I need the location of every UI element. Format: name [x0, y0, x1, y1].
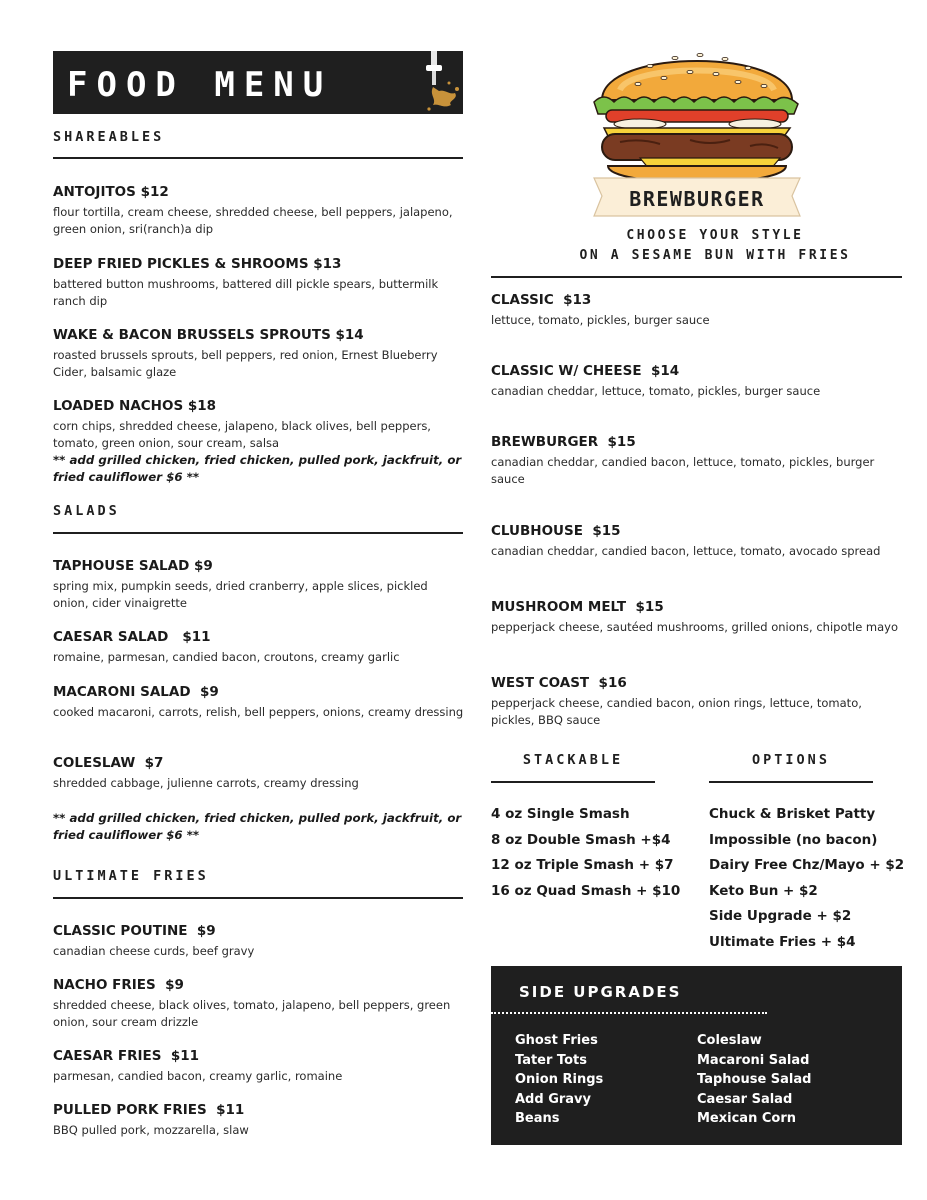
stackable-list — [491, 806, 680, 908]
item-desc: shredded cabbage, julienne carrots, creamy dressing — [53, 776, 359, 790]
item-desc: canadian cheddar, candied bacon, lettuce, tomato, pickles, burger sauce — [491, 455, 875, 486]
item-desc: pepperjack cheese, sautéed mushrooms, grilled onions, chipotle mayo — [491, 620, 899, 634]
divider — [53, 157, 463, 159]
divider — [709, 781, 873, 783]
item-desc: parmesan, candied bacon, creamy garlic, romaine — [53, 1069, 343, 1083]
list-item: Add Gravy — [515, 1091, 592, 1107]
add-protein-note: ** add grilled chicken, fried chicken, pulled pork, jackfruit, or fried cauliflower $6 ** — [53, 811, 462, 842]
side-upgrades-col-2 — [697, 1033, 811, 1131]
item-name: ANTOJITOS $12 — [53, 184, 169, 200]
item-desc: corn chips, shredded cheese, jalapeno, black olives, bell peppers, tomato, green onion, sour cream, salsa — [53, 419, 431, 450]
item-desc: battered button mushrooms, battered dill pickle spears, buttermilk ranch dip — [53, 277, 439, 308]
side-upgrades-col-1 — [515, 1033, 603, 1131]
item-name: LOADED NACHOS $18 — [53, 398, 217, 414]
item-name: BREWBURGER $15 — [491, 434, 636, 450]
item-desc: canadian cheddar, candied bacon, lettuce, tomato, avocado spread — [491, 544, 881, 558]
beer-tap-icon — [419, 51, 465, 114]
burger-item — [491, 599, 903, 636]
item-name: WEST COAST $16 — [491, 675, 627, 691]
menu-title-bar — [53, 51, 463, 114]
item-desc: spring mix, pumpkin seeds, dried cranberry, apple slices, pickled onion, cider vinaigrette — [53, 579, 428, 610]
list-item: Ultimate Fries + $4 — [709, 933, 856, 950]
list-item: Caesar Salad — [697, 1091, 793, 1107]
divider — [491, 276, 902, 278]
list-item: Mexican Corn — [697, 1111, 796, 1126]
list-item: Onion Rings — [515, 1072, 604, 1087]
list-item: Dairy Free Chz/Mayo + $2 — [709, 857, 905, 873]
list-item: Keto Bun + $2 — [709, 882, 818, 899]
burger-item — [491, 434, 903, 488]
dotted-divider — [491, 1012, 767, 1014]
list-item: Beans — [515, 1111, 560, 1126]
burger-item — [491, 292, 903, 329]
divider — [53, 897, 463, 899]
item-desc: roasted brussels sprouts, bell peppers, red onion, Ernest Blueberry Cider, balsamic glaze — [53, 348, 438, 379]
list-item: Side Upgrade + $2 — [709, 908, 852, 924]
item-name: PULLED PORK FRIES $11 — [53, 1102, 245, 1118]
list-item: Macaroni Salad — [697, 1052, 810, 1068]
divider — [491, 781, 655, 783]
menu-item — [53, 755, 465, 792]
item-desc: shredded cheese, black olives, tomato, jalapeno, bell peppers, green onion, sour cream drizzle — [53, 998, 451, 1029]
menu-item — [53, 1102, 465, 1139]
item-name: MACARONI SALAD $9 — [53, 684, 219, 700]
item-name: DEEP FRIED PICKLES & SHROOMS $13 — [53, 256, 342, 272]
list-item: 8 oz Double Smash +$4 — [491, 831, 671, 848]
item-name: CAESAR SALAD $11 — [53, 629, 211, 645]
list-item: 4 oz Single Smash — [491, 806, 630, 822]
list-item: Ghost Fries — [515, 1033, 598, 1048]
menu-item — [53, 398, 465, 486]
menu-item — [53, 327, 465, 381]
divider — [53, 532, 463, 534]
item-name: MUSHROOM MELT $15 — [491, 599, 664, 615]
item-name: WAKE & BACON BRUSSELS SPROUTS $14 — [53, 327, 364, 343]
menu-item — [53, 184, 465, 238]
burger-item — [491, 523, 903, 560]
item-desc: canadian cheese curds, beef gravy — [53, 944, 255, 958]
item-name: NACHO FRIES $9 — [53, 977, 184, 993]
item-name: CLUBHOUSE $15 — [491, 523, 621, 539]
list-item: Coleslaw — [697, 1033, 762, 1048]
burger-logo-icon — [580, 28, 814, 224]
item-desc: canadian cheddar, lettuce, tomato, pickles, burger sauce — [491, 384, 821, 398]
item-desc: flour tortilla, cream cheese, shredded cheese, bell peppers, jalapeno, green onion, sri(ranch)a dip — [53, 205, 453, 236]
options-list — [709, 806, 904, 959]
add-protein-note: ** add grilled chicken, fried chicken, pulled pork, jackfruit, or fried cauliflower $6 ** — [53, 453, 462, 484]
item-desc: pepperjack cheese, candied bacon, onion rings, lettuce, tomato, pickles, BBQ sauce — [491, 696, 862, 727]
burger-item — [491, 363, 903, 400]
item-name: COLESLAW $7 — [53, 755, 164, 771]
section-title-salads: SALADS — [53, 503, 120, 519]
menu-item — [53, 977, 465, 1031]
item-name: CAESAR FRIES $11 — [53, 1048, 200, 1064]
item-desc: BBQ pulled pork, mozzarella, slaw — [53, 1123, 249, 1137]
menu-title: FOOD MENU — [67, 65, 333, 105]
item-name: TAPHOUSE SALAD $9 — [53, 558, 213, 574]
list-item: Taphouse Salad — [697, 1072, 812, 1087]
menu-item — [53, 923, 465, 960]
section-title-stackable: STACKABLE — [522, 752, 624, 768]
list-item: 12 oz Triple Smash + $7 — [491, 857, 674, 873]
section-title-options: OPTIONS — [752, 752, 830, 768]
item-name: CLASSIC $13 — [491, 292, 592, 308]
item-desc: lettuce, tomato, pickles, burger sauce — [491, 313, 710, 327]
tagline-bun: ON A SESAME BUN WITH FRIES — [579, 248, 851, 263]
item-desc: cooked macaroni, carrots, relish, bell peppers, onions, creamy dressing — [53, 705, 464, 719]
menu-item — [53, 558, 465, 612]
item-name: CLASSIC POUTINE $9 — [53, 923, 216, 939]
menu-item — [53, 629, 465, 666]
tagline-style: CHOOSE YOUR STYLE — [626, 228, 804, 243]
list-item: Tater Tots — [515, 1052, 587, 1068]
item-name: CLASSIC W/ CHEESE $14 — [491, 363, 680, 379]
list-item: Chuck & Brisket Patty — [709, 806, 876, 822]
side-upgrades-title: SIDE UPGRADES — [519, 983, 682, 1001]
menu-item — [53, 256, 465, 310]
menu-item — [53, 1048, 465, 1085]
logo-text: BREWBURGER — [629, 187, 765, 211]
menu-item — [53, 684, 465, 721]
burger-item — [491, 675, 903, 729]
item-desc: romaine, parmesan, candied bacon, croutons, creamy garlic — [53, 650, 400, 664]
list-item: 16 oz Quad Smash + $10 — [491, 882, 681, 899]
side-upgrades-box — [491, 966, 902, 1145]
list-item: Impossible (no bacon) — [709, 831, 878, 848]
section-title-shareables: SHAREABLES — [53, 129, 165, 145]
section-title-ultimate-fries: ULTIMATE FRIES — [53, 868, 209, 884]
